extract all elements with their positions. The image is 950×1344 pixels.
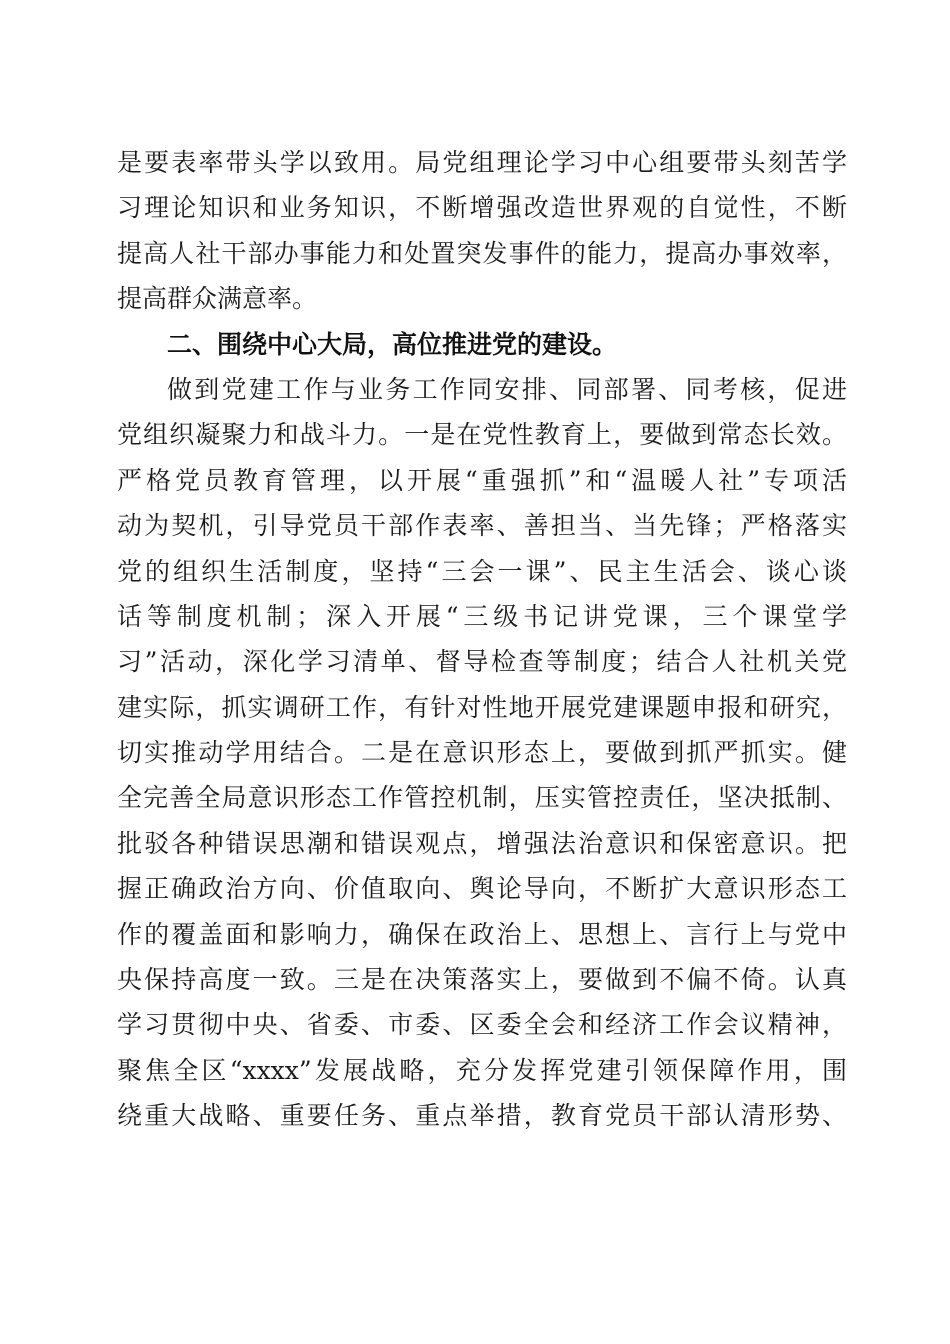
text-line-2: 习理论知识和业务知识，不断增强改造世界观的自觉性，不断 <box>117 193 847 223</box>
text-line-13: 建实际，抓实调研工作，有针对性地开展党建课题申报和研究， <box>117 692 847 722</box>
text-line-22: 绕重大战略、重要任务、重点举措，教育党员干部认清形势、 <box>117 1101 847 1131</box>
text-line-1: 是要表率带头学以致用。局党组理论学习中心组要带头刻苦学 <box>117 148 847 177</box>
text-line-7: 党组织凝聚力和战斗力。一是在党性教育上，要做到常态长效。 <box>117 420 847 450</box>
document-body <box>117 140 847 1139</box>
section-heading: 二、围绕中心大局，高位推进党的建设。 <box>167 329 618 359</box>
text-line-3: 提高人社干部办事能力和处置突发事件的能力，提高办事效率， <box>117 238 847 268</box>
text-line-10: 党的组织生活制度，坚持“三会一课”、民主生活会、谈心谈 <box>117 556 847 586</box>
text-line-6: 做到党建工作与业务工作同安排、同部署、同考核，促进 <box>167 374 847 404</box>
text-line-14: 切实推动学用结合。二是在意识形态上，要做到抓严抓实。健 <box>117 738 847 768</box>
text-line-11: 话等制度机制；深入开展“三级书记讲党课，三个课堂学 <box>117 601 847 631</box>
text-line-8: 严格党员教育管理，以开展“重强抓”和“温暖人社”专项活 <box>117 465 847 495</box>
text-line-21: 聚焦全区“xxxx”发展战略，充分发挥党建引领保障作用，围 <box>117 1055 847 1085</box>
text-line-17: 握正确政治方向、价值取向、舆论导向，不断扩大意识形态工 <box>117 874 847 904</box>
text-line-20: 学习贯彻中央、省委、市委、区委全会和经济工作会议精神， <box>117 1010 847 1040</box>
text-line-9: 动为契机，引导党员干部作表率、善担当、当先锋；严格落实 <box>117 511 847 541</box>
text-line-12: 习”活动，深化学习清单、督导检查等制度；结合人社机关党 <box>117 647 847 677</box>
text-line-4: 提高群众满意率。 <box>117 284 318 314</box>
text-line-19: 央保持高度一致。三是在决策落实上，要做到不偏不倚。认真 <box>117 965 847 995</box>
text-line-18: 作的覆盖面和影响力，确保在政治上、思想上、言行上与党中 <box>117 919 847 949</box>
text-line-16: 批驳各种错误思潮和错误观点，增强法治意识和保密意识。把 <box>117 828 847 858</box>
text-line-15: 全完善全局意识形态工作管控机制，压实管控责任，坚决抵制、 <box>117 783 847 813</box>
